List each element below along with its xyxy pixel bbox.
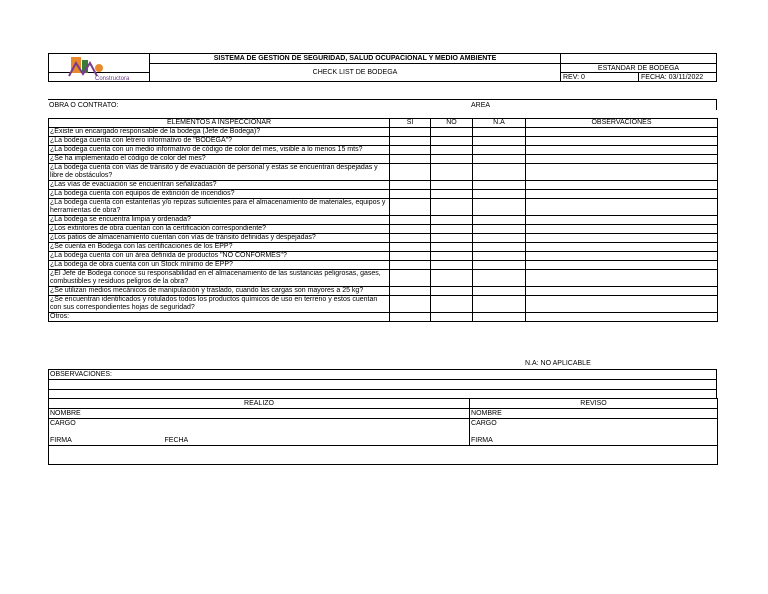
no-cell[interactable]	[431, 252, 473, 261]
na-cell[interactable]	[473, 128, 526, 137]
no-cell[interactable]	[431, 270, 473, 287]
reviso-sign-area[interactable]	[470, 445, 718, 464]
table-row	[49, 190, 718, 199]
item-text: Otros:	[49, 313, 390, 322]
table-row	[49, 261, 718, 270]
realizo-nombre-label: NOMBRE	[49, 409, 470, 419]
obs-cell[interactable]	[526, 216, 718, 225]
obs-cell[interactable]	[526, 243, 718, 252]
realizo-cargo-label: CARGO	[49, 419, 470, 429]
no-cell[interactable]	[431, 164, 473, 181]
obs-cell[interactable]	[526, 234, 718, 243]
table-row	[49, 252, 718, 261]
no-cell[interactable]	[431, 199, 473, 216]
na-cell[interactable]	[473, 137, 526, 146]
obra-row	[48, 99, 717, 110]
header-observaciones: OBSERVACIONES	[526, 119, 718, 128]
na-cell[interactable]	[473, 146, 526, 155]
header-si: SI	[390, 119, 431, 128]
table-row	[49, 164, 718, 181]
table-row	[49, 234, 718, 243]
logo-cell	[49, 54, 150, 82]
logo-text: Constructora	[95, 76, 130, 82]
table-row	[49, 225, 718, 234]
na-cell[interactable]	[473, 296, 526, 313]
na-cell[interactable]	[473, 252, 526, 261]
table-row	[49, 146, 718, 155]
table-row	[49, 155, 718, 164]
header-spacer-cell	[561, 54, 717, 64]
item-text: ¿La bodega cuenta con vías de tránsito y de evacuación de personal y estas se encuentran despejadas y libre de obstáculos?	[49, 164, 390, 181]
reviso-cargo-label: CARGO	[470, 419, 718, 429]
header-elementos: ELEMENTOS A INSPECCIONAR	[49, 119, 390, 128]
table-row	[49, 128, 718, 137]
realizo-sign-area[interactable]	[49, 445, 470, 464]
no-cell[interactable]	[431, 146, 473, 155]
obs-cell[interactable]	[526, 287, 718, 296]
item-text: ¿La bodega cuenta con un área definida de productos "NO CONFORMES"?	[49, 252, 390, 261]
obs-cell[interactable]	[526, 128, 718, 137]
table-row	[49, 287, 718, 296]
realizo-fecha-label: FECHA	[164, 429, 470, 445]
si-cell[interactable]	[390, 155, 431, 164]
obs-cell[interactable]	[526, 146, 718, 155]
no-cell[interactable]	[431, 234, 473, 243]
no-cell[interactable]	[431, 261, 473, 270]
si-cell[interactable]	[390, 128, 431, 137]
si-cell[interactable]	[390, 216, 431, 225]
na-cell[interactable]	[473, 155, 526, 164]
si-cell[interactable]	[390, 270, 431, 287]
obs-cell[interactable]	[526, 252, 718, 261]
realizo-firma-label: FIRMA	[49, 429, 164, 445]
obs-cell[interactable]	[526, 313, 718, 322]
signature-block	[48, 398, 718, 465]
si-cell[interactable]	[390, 261, 431, 270]
table-row	[49, 296, 718, 313]
item-text: ¿La bodega de obra cuenta con un Stock mínimo de EPP?	[49, 261, 390, 270]
na-cell[interactable]	[473, 216, 526, 225]
na-cell[interactable]	[473, 225, 526, 234]
inspection-table	[48, 118, 718, 322]
table-row	[49, 313, 718, 322]
no-cell[interactable]	[431, 313, 473, 322]
na-cell[interactable]	[473, 234, 526, 243]
obs-cell[interactable]	[526, 261, 718, 270]
na-legend: N.A: NO APLICABLE	[525, 360, 591, 367]
si-cell[interactable]	[390, 225, 431, 234]
rev-label: REV: 0	[561, 73, 639, 82]
reviso-firma-label: FIRMA	[470, 429, 718, 445]
table-row	[49, 137, 718, 146]
no-cell[interactable]	[431, 190, 473, 199]
header-na: N.A	[473, 119, 526, 128]
obs-cell[interactable]	[526, 190, 718, 199]
document-title: CHECK LIST DE BODEGA	[150, 64, 561, 82]
obs-cell[interactable]	[526, 296, 718, 313]
table-row	[49, 181, 718, 190]
no-cell[interactable]	[431, 225, 473, 234]
na-cell[interactable]	[473, 164, 526, 181]
item-text: ¿La bodega cuenta con un medio informativo de código de color del mes, visible a lo menos 15 mts?	[49, 146, 390, 155]
item-text: ¿Se cuenta en Bodega con las certificaciones de los EPP?	[49, 243, 390, 252]
obs-cell[interactable]	[526, 137, 718, 146]
na-cell[interactable]	[473, 243, 526, 252]
observaciones-line-1[interactable]	[49, 380, 717, 390]
si-cell[interactable]	[390, 296, 431, 313]
obra-label: OBRA O CONTRATO:	[48, 100, 470, 111]
item-text: ¿Se utilizan medios mecánicos de manipulación y traslado, cuando las cargas son mayores a 25 kg?	[49, 287, 390, 296]
no-cell[interactable]	[431, 155, 473, 164]
document-header	[48, 53, 717, 82]
na-cell[interactable]	[473, 261, 526, 270]
item-text: ¿Los patios de almacenamiento cuentan con vías de tránsito definidas y despejadas?	[49, 234, 390, 243]
si-cell[interactable]	[390, 199, 431, 216]
si-cell[interactable]	[390, 164, 431, 181]
item-text: ¿La bodega cuenta con letrero informativo de "BODEGA"?	[49, 137, 390, 146]
si-cell[interactable]	[390, 181, 431, 190]
na-cell[interactable]	[473, 190, 526, 199]
table-row	[49, 243, 718, 252]
company-logo	[49, 54, 149, 83]
observaciones-block	[48, 369, 717, 399]
item-text: ¿Existe un encargado responsable de la bodega (Jefe de Bodega)?	[49, 128, 390, 137]
obs-cell[interactable]	[526, 164, 718, 181]
fecha-label: FECHA: 03/11/2022	[639, 73, 717, 82]
no-cell[interactable]	[431, 243, 473, 252]
item-text: ¿La bodega cuenta con equipos de extinción de incendios?	[49, 190, 390, 199]
si-cell[interactable]	[390, 287, 431, 296]
item-text: ¿Las vías de evacuación se encuentran señalizadas?	[49, 181, 390, 190]
header-no: NO	[431, 119, 473, 128]
table-header-row	[49, 119, 718, 128]
standard-label: ESTANDAR DE BODEGA	[561, 64, 717, 73]
no-cell[interactable]	[431, 296, 473, 313]
item-text: ¿La bodega cuenta con estanterías y/o repizas suficientes para el almacenamiento de materiales, equipos y herramientas de obra?	[49, 199, 390, 216]
si-cell[interactable]	[390, 146, 431, 155]
realizo-header: REALIZO	[49, 399, 470, 409]
si-cell[interactable]	[390, 234, 431, 243]
obs-cell[interactable]	[526, 199, 718, 216]
system-title: SISTEMA DE GESTION DE SEGURIDAD, SALUD OCUPACIONAL Y MEDIO AMBIENTE	[150, 54, 561, 64]
table-row	[49, 199, 718, 216]
si-cell[interactable]	[390, 190, 431, 199]
table-row	[49, 270, 718, 287]
no-cell[interactable]	[431, 128, 473, 137]
reviso-header: REVISO	[470, 399, 718, 409]
na-cell[interactable]	[473, 199, 526, 216]
na-cell[interactable]	[473, 270, 526, 287]
si-cell[interactable]	[390, 137, 431, 146]
obs-cell[interactable]	[526, 225, 718, 234]
si-cell[interactable]	[390, 252, 431, 261]
no-cell[interactable]	[431, 181, 473, 190]
obs-cell[interactable]	[526, 181, 718, 190]
obs-cell[interactable]	[526, 270, 718, 287]
no-cell[interactable]	[431, 216, 473, 225]
no-cell[interactable]	[431, 287, 473, 296]
area-label: AREA	[470, 100, 717, 111]
reviso-nombre-label: NOMBRE	[470, 409, 718, 419]
si-cell[interactable]	[390, 243, 431, 252]
table-row	[49, 216, 718, 225]
si-cell[interactable]	[390, 313, 431, 322]
item-text: ¿La bodega se encuentra limpia y ordenada?	[49, 216, 390, 225]
observaciones-label: OBSERVACIONES:	[49, 370, 717, 380]
item-text: ¿Se ha implementado el código de color del mes?	[49, 155, 390, 164]
item-text: ¿Se encuentran identificados y rotulados todos los productos químicos de uso en terreno y estos cuentan con sus correspondientes hojas de seguridad?	[49, 296, 390, 313]
item-text: ¿Los extintores de obra cuentan con la certificación correspondiente?	[49, 225, 390, 234]
logo-dot	[95, 64, 103, 72]
item-text: ¿El Jefe de Bodega conoce su responsabilidad en el almacenamiento de las sustancias peligrosas, gases, combustibles y residuos peligros de la obra?	[49, 270, 390, 287]
no-cell[interactable]	[431, 137, 473, 146]
obs-cell[interactable]	[526, 155, 718, 164]
na-cell[interactable]	[473, 181, 526, 190]
na-cell[interactable]	[473, 287, 526, 296]
na-cell[interactable]	[473, 313, 526, 322]
